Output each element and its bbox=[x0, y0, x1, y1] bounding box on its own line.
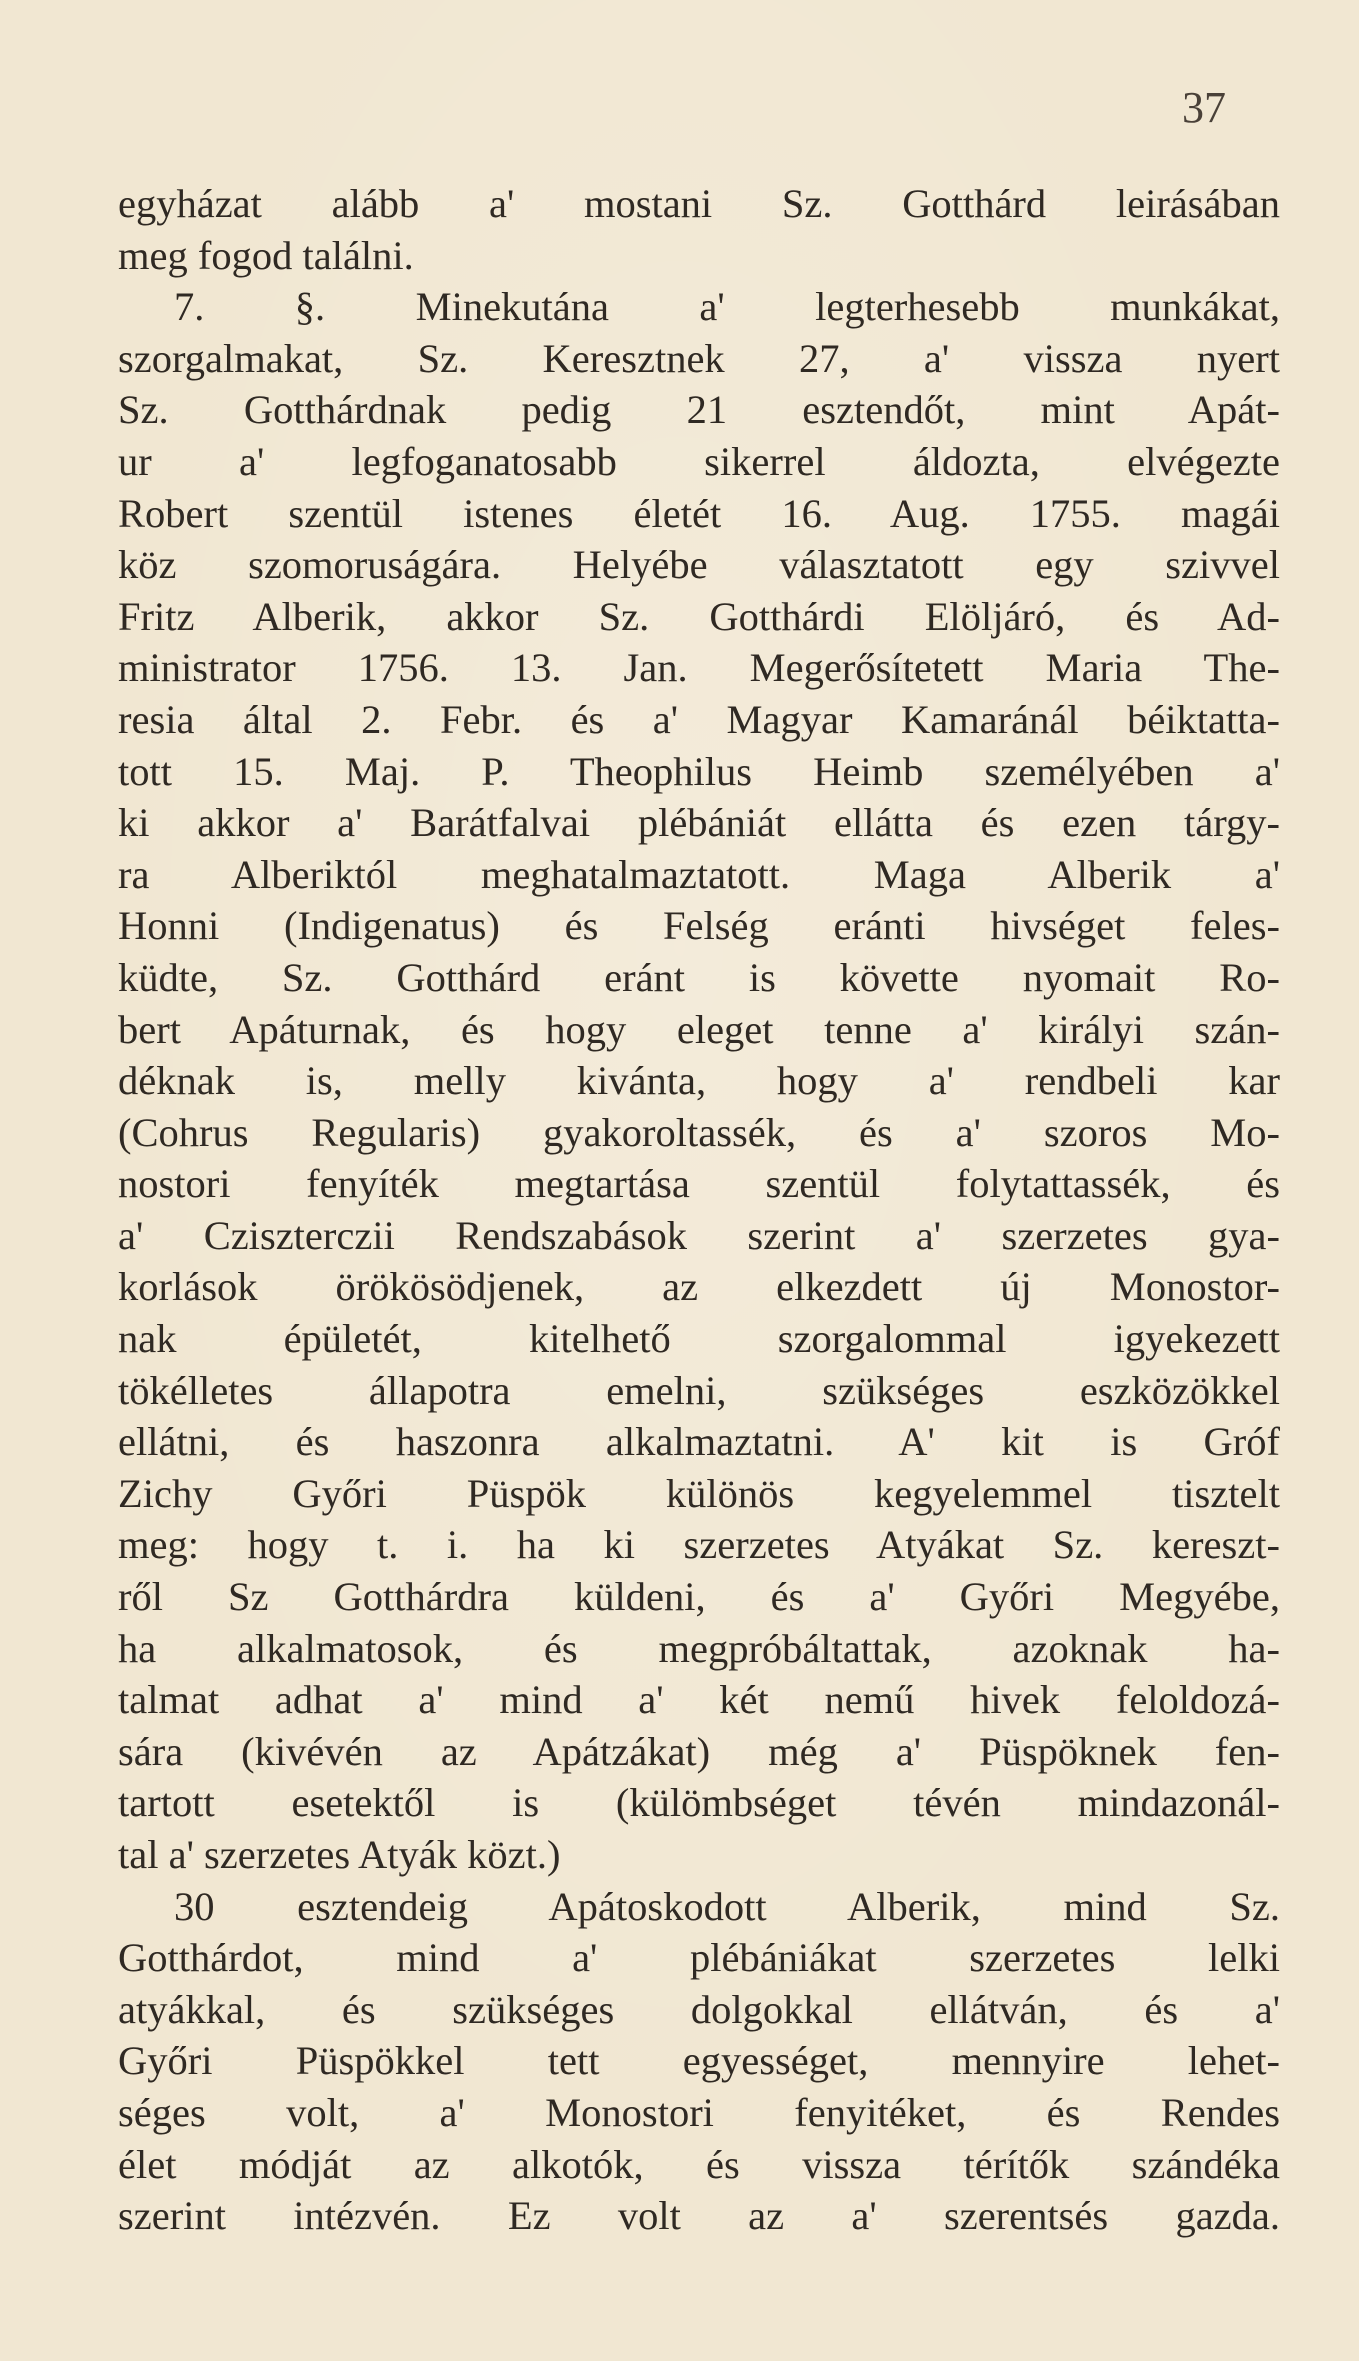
text-line: atyákkal, és szükséges dolgokkal ellátván, és a' bbox=[118, 1986, 1280, 2032]
text-line: ha alkalmatosok, és megpróbáltattak, azoknak ha- bbox=[118, 1625, 1280, 1671]
text-line: resia által 2. Febr. és a' Magyar Kamaránál béiktatta- bbox=[118, 696, 1280, 742]
text-line: ra Alberiktól meghatalmaztatott. Maga Alberik a' bbox=[118, 851, 1280, 897]
text-line: tott 15. Maj. P. Theophilus Heimb személyében a' bbox=[118, 748, 1280, 794]
text-line: élet módját az alkotók, és vissza térítők szándéka bbox=[118, 2141, 1280, 2187]
text-line: séges volt, a' Monostori fenyitéket, és Rendes bbox=[118, 2089, 1280, 2135]
text-line: Győri Püspökkel tett egyességet, mennyire lehet- bbox=[118, 2038, 1280, 2084]
text-line: talmat adhat a' mind a' két nemű hivek feloldozá- bbox=[118, 1677, 1280, 1723]
text-line: ről Sz Gotthárdra küldeni, és a' Győri Megyébe, bbox=[118, 1574, 1280, 1620]
text-line: Sz. Gotthárdnak pedig 21 esztendőt, mint Apát- bbox=[118, 387, 1280, 433]
text-line: Robert szentül istenes életét 16. Aug. 1755. magái bbox=[118, 490, 1280, 536]
body-text bbox=[118, 178, 1280, 2242]
text-line: tökélletes állapotra emelni, szükséges eszközökkel bbox=[118, 1367, 1280, 1413]
text-line: Zichy Győri Püspök különös kegyelemmel tisztelt bbox=[118, 1470, 1280, 1516]
text-line: szorgalmakat, Sz. Keresztnek 27, a' vissza nyert bbox=[118, 335, 1280, 381]
text-line: sára (kivévén az Apátzákat) még a' Püspöknek fen- bbox=[118, 1728, 1280, 1774]
text-line: Honni (Indigenatus) és Felség eránti hivséget feles- bbox=[118, 903, 1280, 949]
page-number: 37 bbox=[1182, 83, 1226, 132]
text-line: ki akkor a' Barátfalvai plébániát ellátta és ezen tárgy- bbox=[118, 800, 1280, 846]
text-line: (Cohrus Regularis) gyakoroltassék, és a' szoros Mo- bbox=[118, 1109, 1280, 1155]
text-line: köz szomoruságára. Helyébe választatott egy szivvel bbox=[118, 542, 1280, 588]
text-line: 7. §. Minekutána a' legterhesebb munkákat, bbox=[174, 284, 1280, 330]
text-line: egyházat alább a' mostani Sz. Gotthárd leirásában bbox=[118, 181, 1280, 226]
text-line: ellátni, és haszonra alkalmaztatni. A' kit is Gróf bbox=[118, 1419, 1280, 1465]
text-line: 30 esztendeig Apátoskodott Alberik, mind Sz. bbox=[174, 1883, 1280, 1929]
text-line: nostori fenyíték megtartása szentül folytattassék, és bbox=[118, 1161, 1280, 1207]
text-line: tal a' szerzetes Atyák közt.) bbox=[118, 1832, 561, 1877]
text-line: Fritz Alberik, akkor Sz. Gotthárdi Elöljáró, és Ad- bbox=[118, 593, 1280, 639]
text-line: meg: hogy t. i. ha ki szerzetes Atyákat Sz. kereszt- bbox=[118, 1522, 1280, 1568]
text-line: nak épületét, kitelhető szorgalommal igyekezett bbox=[118, 1316, 1280, 1362]
text-line: Gotthárdot, mind a' plébániákat szerzetes lelki bbox=[118, 1935, 1280, 1981]
text-line: tartott esetektől is (külömbséget tévén mindazonál- bbox=[118, 1780, 1280, 1826]
text-line: déknak is, melly kivánta, hogy a' rendbeli kar bbox=[118, 1058, 1280, 1104]
text-line: korlások örökösödjenek, az elkezdett új Monostor- bbox=[118, 1264, 1280, 1310]
text-line: bert Apáturnak, és hogy eleget tenne a' királyi szán- bbox=[118, 1006, 1280, 1052]
text-line: ur a' legfoganatosabb sikerrel áldozta, elvégezte bbox=[118, 438, 1280, 484]
text-line: a' Czisztercziі Rendszabások szerint a' szerzetes gya- bbox=[118, 1212, 1280, 1258]
text-line: szerint intézvén. Ez volt az a' szerentsés gazda. bbox=[118, 2193, 1280, 2239]
text-line: küdte, Sz. Gotthárd eránt is követte nyomait Ro- bbox=[118, 954, 1280, 1000]
text-line: ministrator 1756. 13. Jan. Megerősítetett Maria The- bbox=[118, 645, 1280, 691]
text-line: meg fogod találni. bbox=[118, 232, 414, 278]
